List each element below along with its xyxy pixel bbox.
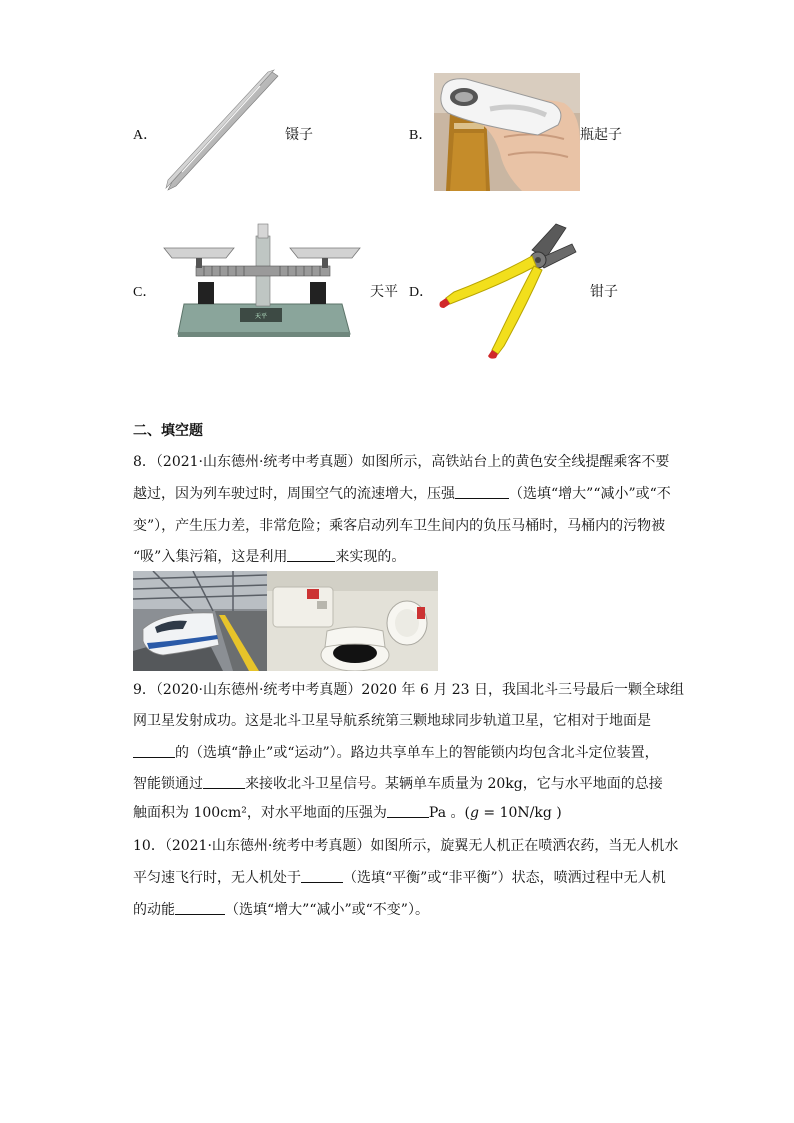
option-b-letter: B． xyxy=(409,128,433,143)
q9-line-3 xyxy=(133,743,659,763)
option-d-letter: D． xyxy=(409,285,434,300)
section-title: 二、填空题 xyxy=(133,423,203,439)
q10-line-3 xyxy=(133,900,429,920)
q8-blank-1[interactable] xyxy=(455,484,509,499)
q8-text-4a: “吸”入集污箱，这是利用 xyxy=(133,549,288,565)
option-d-label: 钳子 xyxy=(590,284,618,300)
q8-text-2b: （选填“增大”“减小”或“不 xyxy=(509,486,671,502)
option-a-letter: A． xyxy=(133,128,158,143)
option-a-label: 镊子 xyxy=(285,127,313,143)
q8-line-4 xyxy=(133,547,405,567)
option-b-label: 瓶起子 xyxy=(580,127,622,143)
q8-line-2 xyxy=(133,484,671,504)
balance-image xyxy=(162,222,362,340)
q8-line-1: 8．（2021·山东德州·统考中考真题）如图所示，高铁站台上的黄色安全线提醒乘客不要 xyxy=(133,454,670,470)
q9-text-5b: Pa 。( xyxy=(428,805,470,821)
tweezers-image xyxy=(160,68,282,192)
bottle-opener-image xyxy=(434,73,580,191)
q9-text-5d: = 10N/kg ) xyxy=(478,805,562,821)
q9-blank-3[interactable] xyxy=(387,803,429,818)
q10-blank-1[interactable] xyxy=(301,868,343,883)
q9-line-2: 网卫星发射成功。这是北斗卫星导航系统第三颗地球同步轨道卫星，它相对于地面是 xyxy=(133,713,651,729)
q8-text-4b: 来实现的。 xyxy=(335,549,406,565)
option-c-label: 天平 xyxy=(370,284,398,300)
q9-line-5 xyxy=(133,803,562,823)
q9-text-5c: g xyxy=(469,805,479,821)
q9-text-4b: 来接收北斗卫星信号。某辆单车质量为 20kg，它与水平地面的总接 xyxy=(245,776,663,792)
q8-line-3: 变”），产生压力差，非常危险；乘客启动列车卫生间内的负压马桶时，马桶内的污物被 xyxy=(133,518,666,534)
q10-text-3b: （选填“增大”“减小”或“不变”）。 xyxy=(225,902,429,918)
q9-text-5a: 触面积为 100cm²，对水平地面的压强为 xyxy=(133,805,387,821)
q9-line-4 xyxy=(133,774,663,794)
q9-line-1: 9．（2020·山东德州·统考中考真题）2020 年 6 月 23 日，我国北斗三号最后一颗全球组 xyxy=(133,682,685,698)
q10-text-2b: （选填“平衡”或“非平衡”）状态，喷洒过程中无人机 xyxy=(343,870,666,886)
q9-text-3b: 的（选填“静止”或“运动”）。路边共享单车上的智能锁内均包含北斗定位装置， xyxy=(175,745,659,761)
train-station-image xyxy=(133,571,267,671)
balance-plate-text: 天平 xyxy=(254,313,268,320)
q10-text-2a: 平匀速飞行时，无人机处于 xyxy=(133,870,301,886)
q9-blank-2[interactable] xyxy=(203,774,245,789)
q8-blank-2[interactable] xyxy=(287,547,335,562)
option-c-letter: C． xyxy=(133,285,157,300)
q10-blank-2[interactable] xyxy=(175,900,225,915)
pliers-image xyxy=(436,220,578,360)
q8-text-2a: 越过，因为列车驶过时，周围空气的流速增大，压强 xyxy=(133,486,455,502)
q10-line-1: 10．（2021·山东德州·统考中考真题）如图所示，旋翼无人机正在喷洒农药，当无人机水 xyxy=(133,838,679,854)
q9-text-4a: 智能锁通过 xyxy=(133,776,203,792)
q10-text-3a: 的动能 xyxy=(133,902,175,918)
q10-line-2 xyxy=(133,868,666,888)
q9-blank-1[interactable] xyxy=(133,743,175,758)
toilet-image xyxy=(267,571,438,671)
